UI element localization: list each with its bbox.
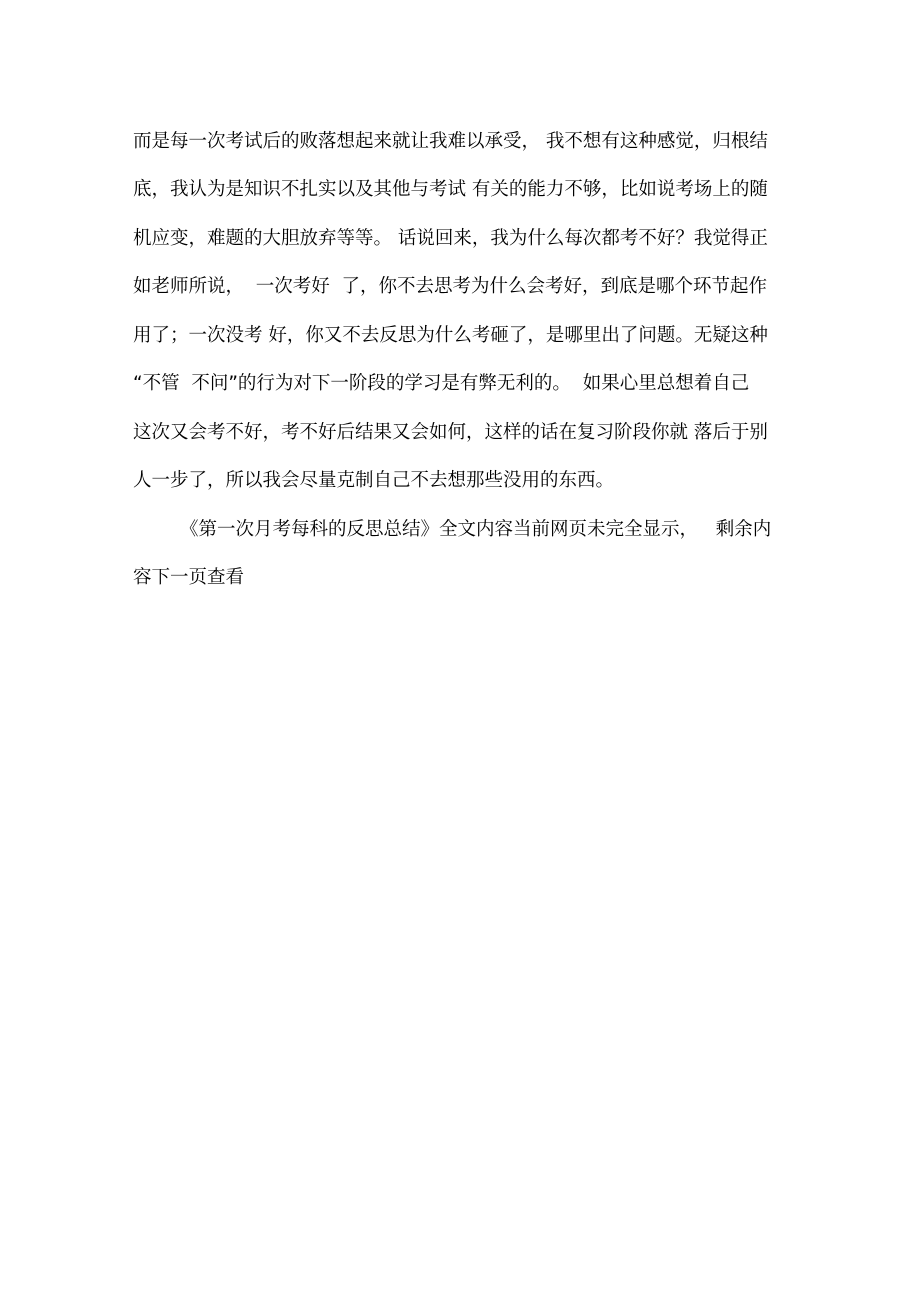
paragraph-1-line-4: 如老师所说， 一次考好 了，你不去思考为什么会考好，到底是哪个环节起作 (133, 276, 768, 297)
paragraph-1-line-2: 底，我认为是知识不扎实以及其他与考试 有关的能力不够，比如说考场上的随 (133, 179, 768, 200)
paragraph-1-line-5: 用了；一次没考 好，你又不去反思为什么考砸了，是哪里出了问题。无疑这种 (133, 325, 768, 346)
paragraph-1-line-7: 这次又会考不好，考不好后结果又会如何，这样的话在复习阶段你就 落后于别 (133, 422, 768, 443)
paragraph-1-line-1: 而是每一次考试后的败落想起来就让我难以承受， 我不想有这种感觉，归根结 (133, 131, 768, 152)
body-text (133, 0, 789, 588)
paragraph-2-line-2: 容下一页查看 (133, 567, 245, 588)
paragraph-2-line-1: 《第一次月考每科的反思总结》全文内容当前网页未完全显示， 剩余内 (133, 519, 772, 540)
paragraph-1-line-6: “不管 不问”的行为对下一阶段的学习是有弊无利的。 如果心里总想着自己 (133, 373, 750, 394)
paragraph-1-line-3: 机应变，难题的大胆放弃等等。 话说回来，我为什么每次都考不好？我觉得正 (133, 228, 768, 249)
paragraph-1-line-8: 人一步了，所以我会尽量克制自己不去想那些没用的东西。 (133, 470, 615, 491)
